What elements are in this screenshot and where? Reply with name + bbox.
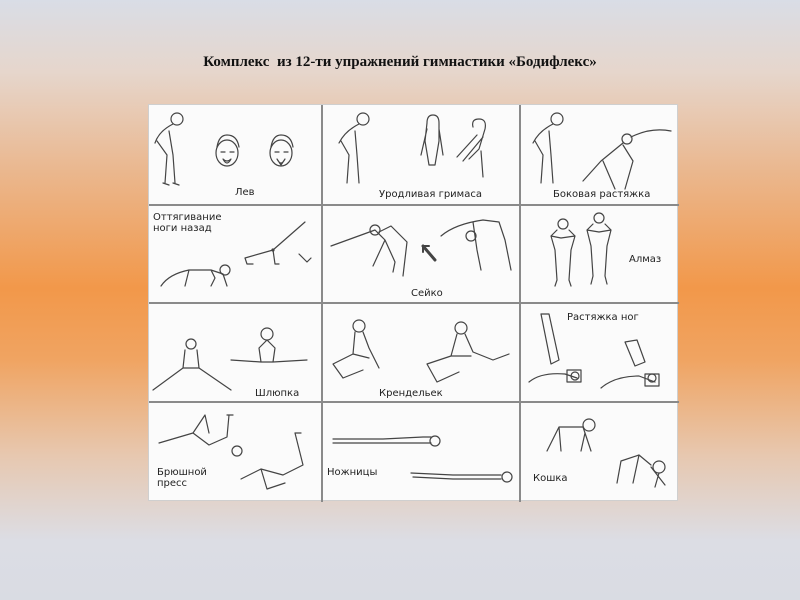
label-cat: Кошка <box>533 473 568 484</box>
label-leg-stretch: Растяжка ног <box>567 312 639 323</box>
label-lion: Лев <box>235 187 255 198</box>
label-leg-pullback: Оттягивание ноги назад <box>153 212 222 234</box>
exercise-cell-leg-stretch <box>521 304 679 401</box>
exercise-cell-pretzel <box>323 304 519 401</box>
label-ugly-grimace: Уродливая гримаса <box>379 189 482 200</box>
exercise-cell-lion <box>149 105 321 204</box>
grid-divider <box>149 302 679 304</box>
label-side-stretch: Боковая растяжка <box>553 189 651 200</box>
label-abdominal-press: Брюшной пресс <box>157 467 207 489</box>
exercise-cell-scissors <box>323 403 519 502</box>
grid-divider <box>149 401 679 403</box>
boat-illustration <box>149 304 321 401</box>
exercise-cell-seiko <box>323 206 519 302</box>
label-seiko: Сейко <box>411 288 443 299</box>
scissors-illustration <box>323 403 519 502</box>
exercise-cell-cat <box>521 403 679 502</box>
exercise-cell-leg-pullback <box>149 206 321 302</box>
label-diamond: Алмаз <box>629 254 662 265</box>
pretzel-illustration <box>323 304 519 401</box>
grid-divider <box>149 204 679 206</box>
label-boat: Шлюпка <box>255 388 300 399</box>
exercise-cell-diamond <box>521 206 679 302</box>
exercise-cell-side-stretch <box>521 105 679 204</box>
label-scissors: Ножницы <box>327 467 378 478</box>
slide-title: Комплекс из 12-ти упражнений гимнастики «Бодифлекс» <box>203 54 597 70</box>
exercise-cell-abdominal-press <box>149 403 321 502</box>
exercise-chart <box>148 104 678 501</box>
label-pretzel: Крендельек <box>379 388 443 399</box>
cat-illustration <box>521 403 679 502</box>
exercise-cell-boat <box>149 304 321 401</box>
exercise-cell-ugly-grimace <box>323 105 519 204</box>
